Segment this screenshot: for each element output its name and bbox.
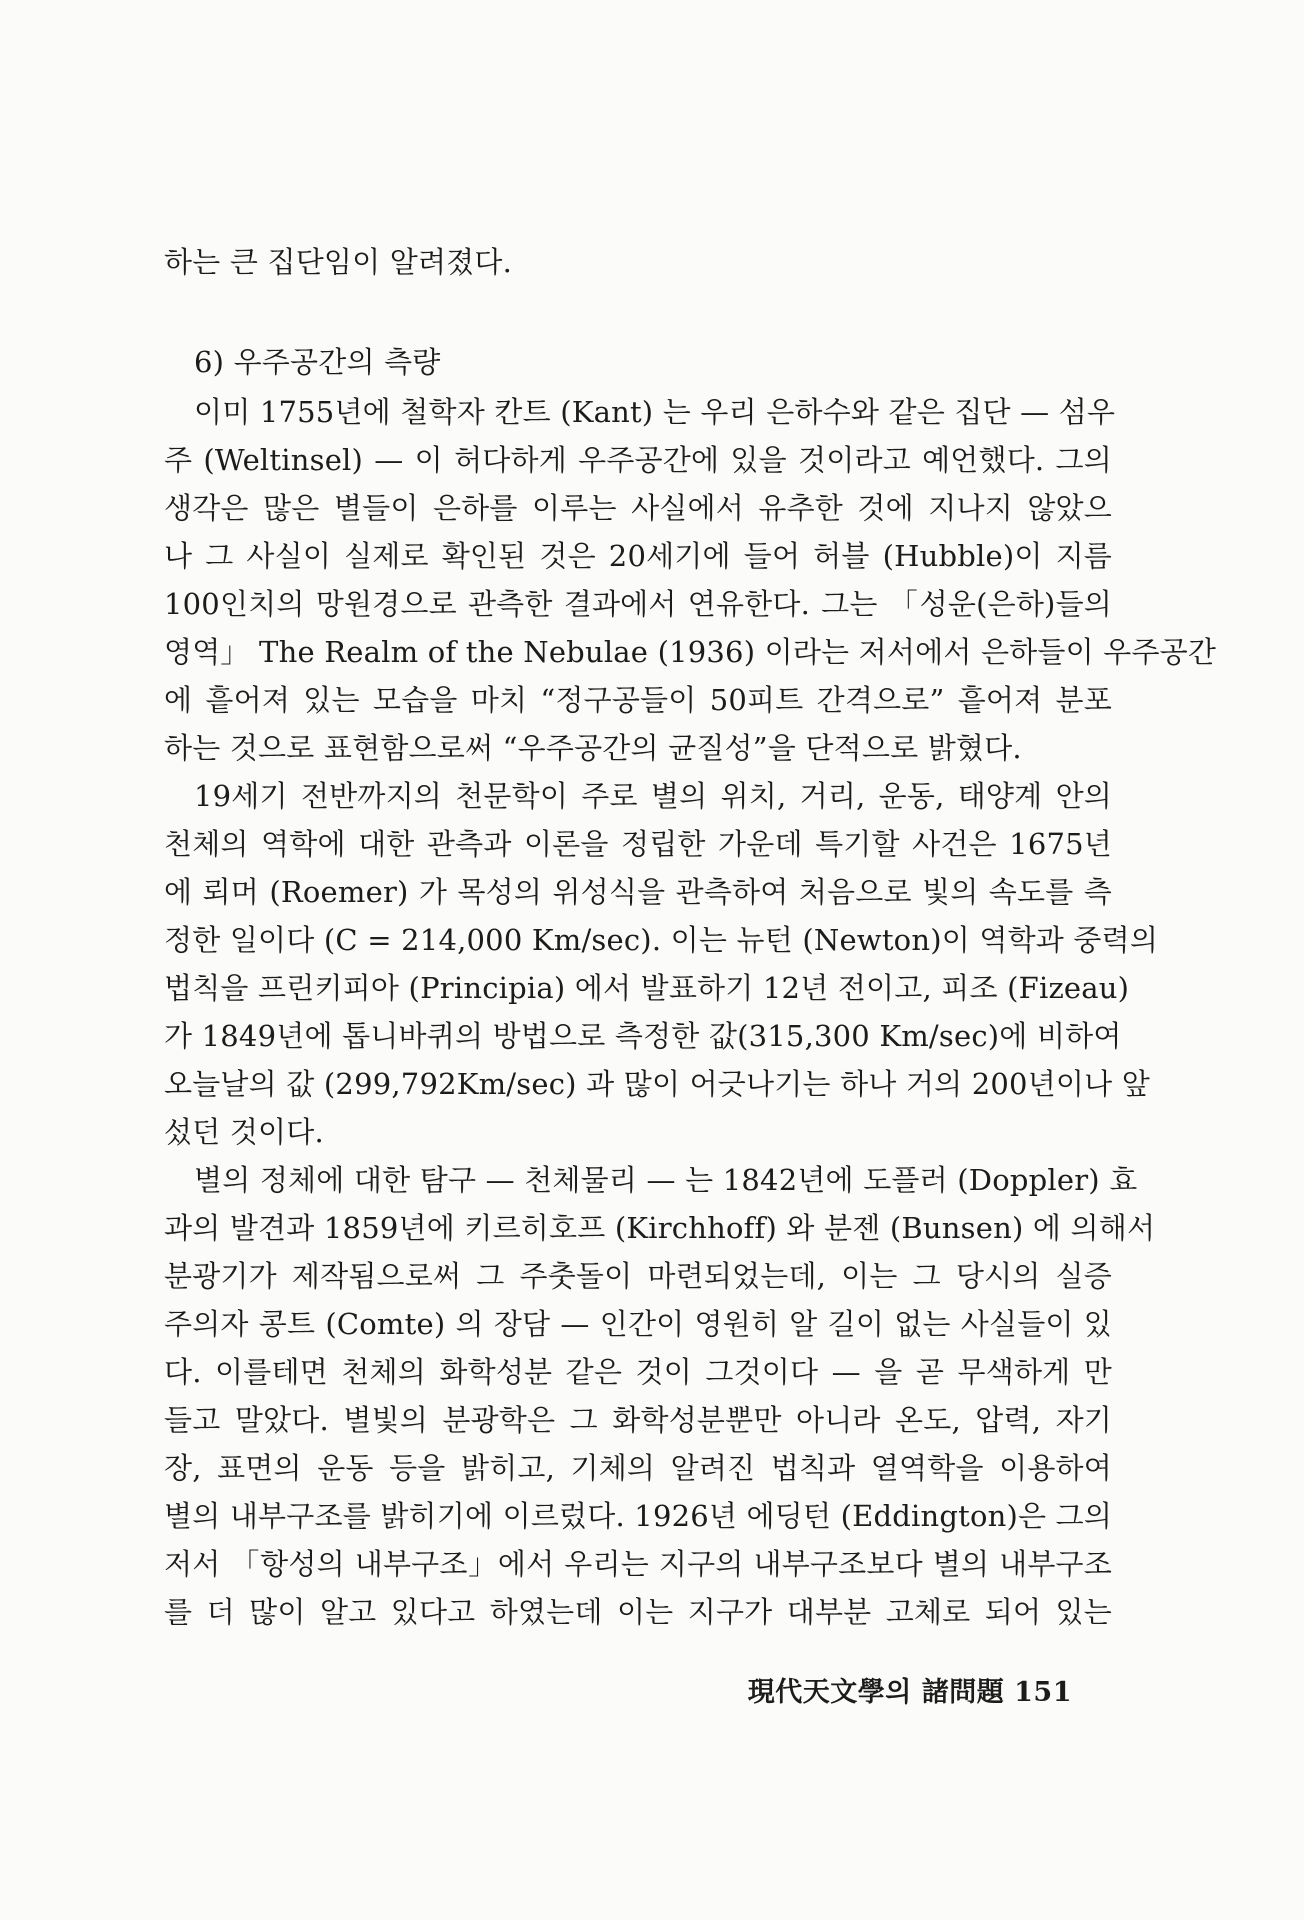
text-line: 19세기 전반까지의 천문학이 주로 별의 위치, 거리, 운동, 태양계 안의 [194, 779, 1112, 813]
section-heading: 6) 우주공간의 측량 [194, 345, 441, 379]
text-line: 이미 1755년에 철학자 칸트 (Kant) 는 우리 은하수와 같은 집단 — 섬우 [194, 395, 1116, 429]
page-footer: 現代天文學의 諸問題 151 [747, 1677, 1072, 1708]
text-line: 장, 표면의 운동 등을 밝히고, 기체의 알려진 법칙과 열역학을 이용하여 [164, 1451, 1112, 1485]
text-line: 과의 발견과 1859년에 키르히호프 (Kirchhoff) 와 분젠 (Bunsen) 에 의해서 [164, 1211, 1156, 1245]
text-line: 별의 정체에 대한 탐구 — 천체물리 — 는 1842년에 도플러 (Doppler) 효 [194, 1163, 1138, 1197]
text-line: 가 1849년에 톱니바퀴의 방법으로 측정한 값(315,300 Km/sec)에 비하여 [164, 1019, 1122, 1053]
text-line: 를 더 많이 알고 있다고 하였는데 이는 지구가 대부분 고체로 되어 있는 [164, 1595, 1112, 1629]
text-line: 하는 큰 집단임이 알려졌다. [164, 245, 513, 279]
text-line: 법칙을 프린키피아 (Principia) 에서 발표하기 12년 전이고, 피조 (Fizeau) [164, 971, 1130, 1005]
text-line: 저서 「항성의 내부구조」에서 우리는 지구의 내부구조보다 별의 내부구조 [164, 1547, 1112, 1581]
text-line: 100인치의 망원경으로 관측한 결과에서 연유한다. 그는 「성운(은하)들의 [164, 587, 1112, 621]
text-line: 별의 내부구조를 밝히기에 이르렀다. 1926년 에딩턴 (Eddington)은 그의 [164, 1499, 1113, 1533]
text-line: 생각은 많은 별들이 은하를 이루는 사실에서 유추한 것에 지나지 않았으 [164, 491, 1112, 525]
text-line: 정한 일이다 (C = 214,000 Km/sec). 이는 뉴턴 (Newton)이 역학과 중력의 [164, 923, 1159, 957]
text-line: 분광기가 제작됨으로써 그 주춧돌이 마련되었는데, 이는 그 당시의 실증 [164, 1259, 1112, 1293]
text-line: 에 흩어져 있는 모습을 마치 “정구공들이 50피트 간격으로” 흩어져 분포 [164, 683, 1112, 717]
text-line: 나 그 사실이 실제로 확인된 것은 20세기에 들어 허블 (Hubble)이 지름 [164, 539, 1112, 573]
text-line: 천체의 역학에 대한 관측과 이론을 정립한 가운데 특기할 사건은 1675년 [164, 827, 1112, 861]
text-line: 하는 것으로 표현함으로써 “우주공간의 균질성”을 단적으로 밝혔다. [164, 731, 1022, 765]
text-line: 주 (Weltinsel) — 이 허다하게 우주공간에 있을 것이라고 예언했다. 그의 [164, 443, 1112, 477]
text-line: 오늘날의 값 (299,792Km/sec) 과 많이 어긋나기는 하나 거의 200년이나 앞 [164, 1067, 1150, 1101]
text-line: 다. 이를테면 천체의 화학성분 같은 것이 그것이다 — 을 곧 무색하게 만 [164, 1355, 1112, 1389]
text-line: 들고 말았다. 별빛의 분광학은 그 화학성분뿐만 아니라 온도, 압력, 자기 [164, 1403, 1112, 1437]
text-line: 섰던 것이다. [164, 1115, 324, 1149]
text-line: 영역」 The Realm of the Nebulae (1936) 이라는 저서에서 은하들이 우주공간 [164, 635, 1217, 669]
text-line: 에 뢰머 (Roemer) 가 목성의 위성식을 관측하여 처음으로 빛의 속도를 측 [164, 875, 1112, 909]
text-line: 주의자 콩트 (Comte) 의 장담 — 인간이 영원히 알 길이 없는 사실들이 있 [164, 1307, 1112, 1341]
